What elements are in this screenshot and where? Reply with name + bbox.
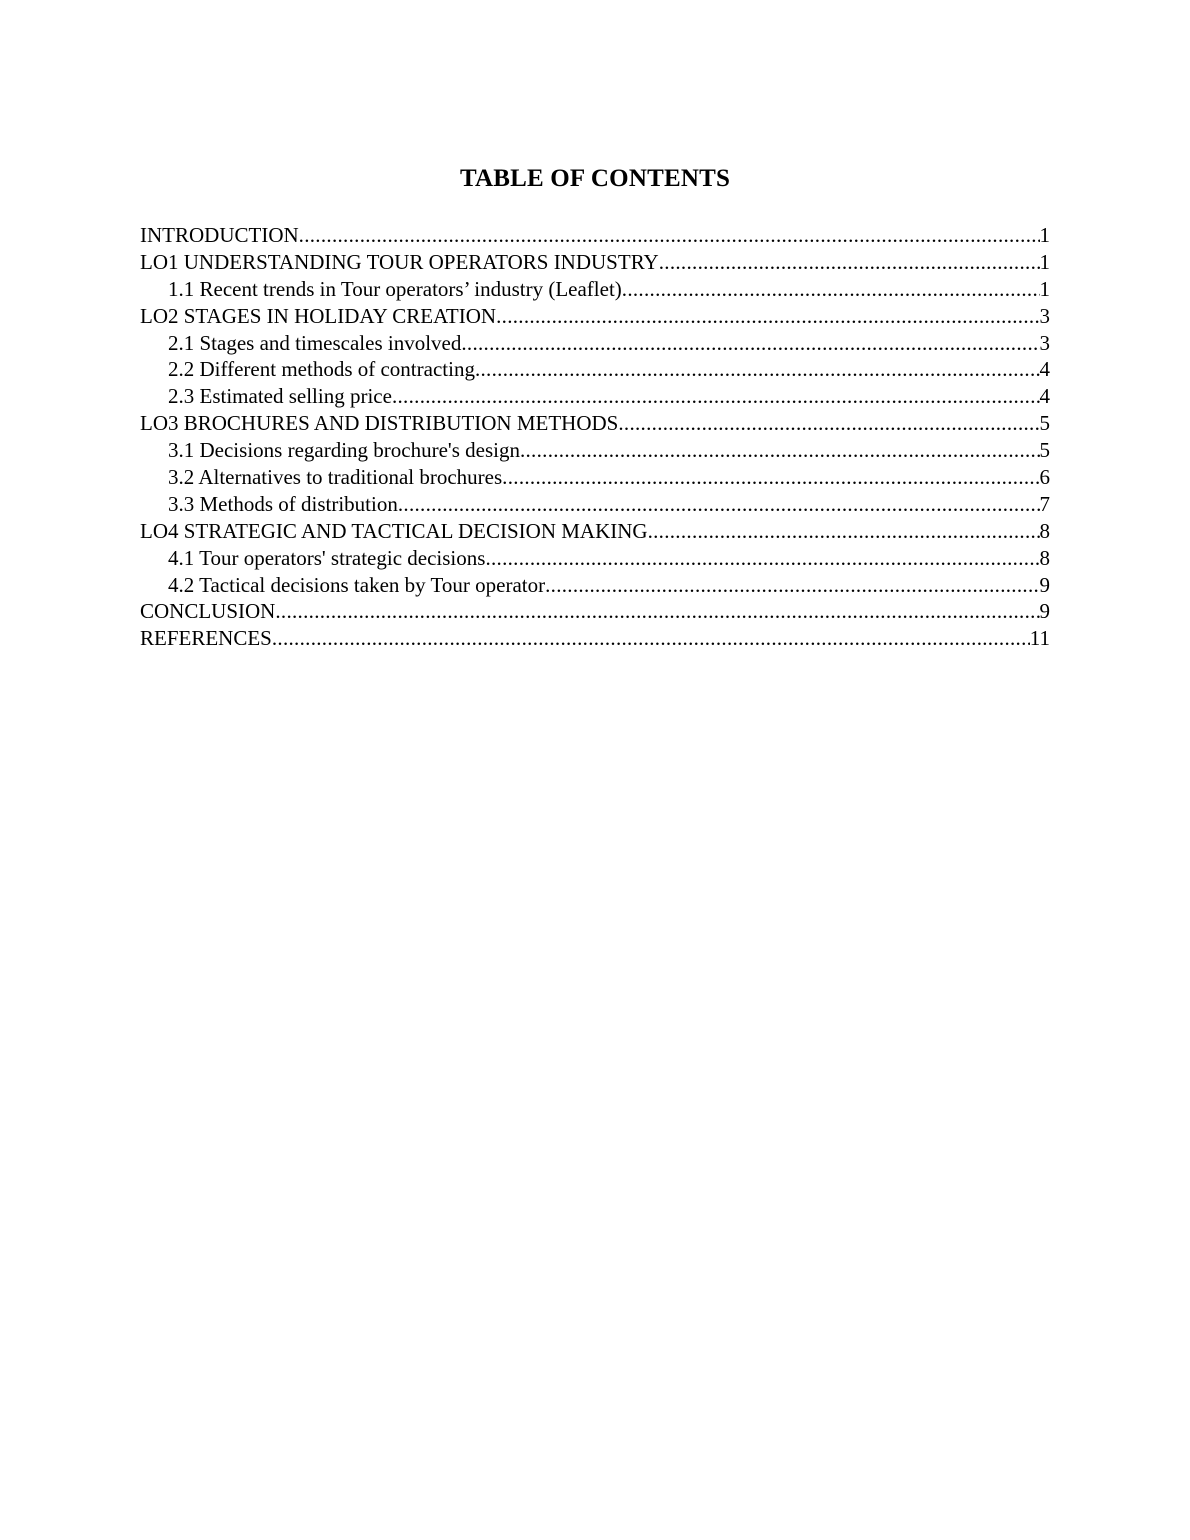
toc-dot-leader [496,303,1039,330]
toc-entry-title: 1.1 Recent trends in Tour operators’ industry (Leaflet) [168,276,622,301]
toc-entry[interactable] [140,598,1050,625]
toc-entry-title: INTRODUCTION [140,223,299,247]
toc-dot-leader [299,222,1040,249]
toc-entry-title: 2.3 Estimated selling price [168,384,392,409]
toc-entry-title: 4.1 Tour operators' strategic decisions [168,545,486,570]
toc-page-number: 5 [1039,438,1050,463]
toc-entry[interactable] [140,383,1050,410]
toc-entry[interactable] [140,222,1050,249]
toc-entry[interactable] [140,464,1050,491]
toc-dot-leader [275,598,1039,625]
toc-entry-title: LO1 UNDERSTANDING TOUR OPERATORS INDUSTRY [140,249,659,274]
toc-entry[interactable] [140,330,1050,357]
toc-title: TABLE OF CONTENTS [459,165,731,192]
toc-entry-title: REFERENCES [140,626,272,651]
toc-page-number: 1 [1039,223,1050,247]
toc-entry-title: LO3 BROCHURES AND DISTRIBUTION METHODS [140,411,619,436]
toc-dot-leader [618,410,1039,437]
toc-page-number: 8 [1039,545,1050,570]
toc-dot-leader [648,518,1040,545]
toc-page-number: 9 [1039,599,1050,624]
toc-entry-title: LO4 STRATEGIC AND TACTICAL DECISION MAKING [140,518,648,543]
toc-entry-title: 2.1 Stages and timescales involved [168,330,462,355]
toc-dot-leader [475,356,1040,383]
toc-dot-leader [520,437,1040,464]
toc-page-number: 5 [1039,411,1050,436]
toc-page-number: 6 [1039,465,1050,490]
toc-entry[interactable] [140,572,1050,599]
toc-dot-leader [659,249,1040,276]
toc-page-number: 1 [1039,276,1050,301]
toc-entry-title: 2.2 Different methods of contracting [168,357,475,382]
toc-entry[interactable] [140,625,1050,652]
toc-dot-leader [272,625,1030,652]
toc-page-number: 1 [1039,249,1050,274]
toc-entry[interactable] [140,545,1050,572]
table-of-contents [140,222,1050,652]
toc-entry[interactable] [140,491,1050,518]
toc-dot-leader [622,276,1040,303]
toc-entry[interactable] [140,437,1050,464]
toc-page-number: 7 [1039,491,1050,516]
toc-page-number: 11 [1029,626,1050,651]
toc-entry[interactable] [140,303,1050,330]
toc-entry-title: LO2 STAGES IN HOLIDAY CREATION [140,303,497,328]
toc-page-number: 3 [1039,330,1050,355]
toc-dot-leader [485,545,1039,572]
toc-entry-title: CONCLUSION [140,599,276,624]
toc-page-number: 3 [1039,303,1050,328]
toc-page-number: 9 [1039,572,1050,597]
toc-dot-leader [398,491,1040,518]
toc-entry[interactable] [140,356,1050,383]
toc-entry[interactable] [140,276,1050,303]
toc-entry-title: 3.1 Decisions regarding brochure's design [168,438,520,463]
toc-entry-title: 3.3 Methods of distribution [168,491,398,516]
toc-dot-leader [502,464,1039,491]
toc-entry[interactable] [140,249,1050,276]
toc-dot-leader [461,330,1039,357]
toc-entry[interactable] [140,518,1050,545]
toc-page-number: 4 [1039,357,1050,382]
toc-entry-title: 3.2 Alternatives to traditional brochures [168,465,503,490]
toc-page-number: 8 [1039,518,1050,543]
toc-entry[interactable] [140,410,1050,437]
toc-page-number: 4 [1039,384,1050,409]
toc-entry-title: 4.2 Tactical decisions taken by Tour operator [168,572,546,597]
toc-dot-leader [545,572,1039,599]
toc-dot-leader [392,383,1040,410]
